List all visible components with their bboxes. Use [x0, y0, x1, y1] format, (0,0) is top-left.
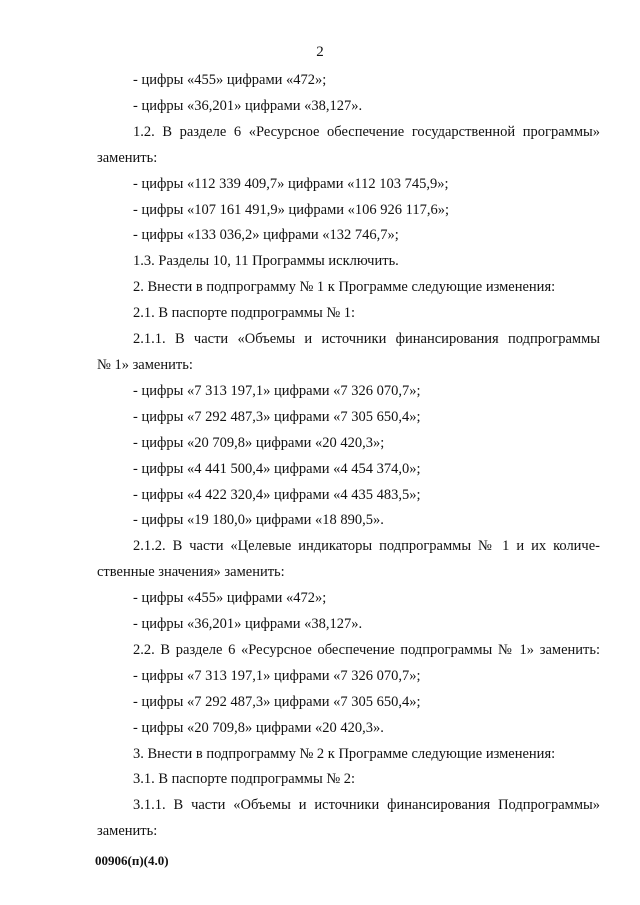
list-item: - цифры «4 441 500,4» цифрами «4 454 374,0»;	[133, 460, 421, 477]
section-heading: 2.1.2. В части «Целевые индикаторы подпрограммы № 1 и их количе-	[133, 538, 600, 555]
section-heading: 2. Внести в подпрограмму № 1 к Программе следующие изменения:	[133, 279, 556, 296]
list-item: - цифры «19 180,0» цифрами «18 890,5».	[133, 512, 384, 529]
list-item: - цифры «36,201» цифрами «38,127».	[133, 616, 363, 633]
list-item: - цифры «7 292 487,3» цифрами «7 305 650,4»;	[133, 693, 421, 710]
section-heading: 2.2. В разделе 6 «Ресурсное обеспечение подпрограммы № 1» заменить:	[133, 641, 600, 658]
list-item: - цифры «7 292 487,3» цифрами «7 305 650,4»;	[133, 408, 421, 425]
paragraph-continuation: ственные значения» заменить:	[97, 564, 285, 581]
list-item: - цифры «20 709,8» цифрами «20 420,3»;	[133, 434, 385, 451]
list-item: - цифры «112 339 409,7» цифрами «112 103 745,9»;	[133, 175, 449, 192]
list-item: - цифры «133 036,2» цифрами «132 746,7»;	[133, 227, 399, 244]
section-heading: 3. Внести в подпрограмму № 2 к Программе следующие изменения:	[133, 745, 556, 762]
section-heading: 1.3. Разделы 10, 11 Программы исключить.	[133, 253, 399, 270]
section-heading: 3.1.1. В части «Объемы и источники финансирования Подпрограммы»	[133, 797, 600, 814]
section-heading: 1.2. В разделе 6 «Ресурсное обеспечение государственной программы»	[133, 123, 600, 140]
list-item: - цифры «7 313 197,1» цифрами «7 326 070,7»;	[133, 667, 421, 684]
list-item: - цифры «455» цифрами «472»;	[133, 72, 327, 88]
section-heading: 2.1. В паспорте подпрограммы № 1:	[133, 305, 356, 322]
page-number: 2	[316, 44, 324, 60]
section-heading: 2.1.1. В части «Объемы и источники финансирования подпрограммы	[133, 331, 600, 348]
list-item: - цифры «455» цифрами «472»;	[133, 590, 327, 607]
document-code: 00906(п)(4.0)	[95, 853, 169, 868]
paragraph-continuation: заменить:	[97, 823, 158, 840]
list-item: - цифры «20 709,8» цифрами «20 420,3».	[133, 719, 384, 736]
paragraph-continuation: заменить:	[97, 149, 158, 166]
paragraph-continuation: № 1» заменить:	[97, 356, 193, 373]
list-item: - цифры «36,201» цифрами «38,127».	[133, 97, 363, 114]
list-item: - цифры «7 313 197,1» цифрами «7 326 070,7»;	[133, 382, 421, 399]
list-item: - цифры «4 422 320,4» цифрами «4 435 483,5»;	[133, 486, 421, 503]
list-item: - цифры «107 161 491,9» цифрами «106 926 117,6»;	[133, 201, 450, 218]
section-heading: 3.1. В паспорте подпрограммы № 2:	[133, 771, 356, 788]
document-body	[97, 68, 600, 845]
